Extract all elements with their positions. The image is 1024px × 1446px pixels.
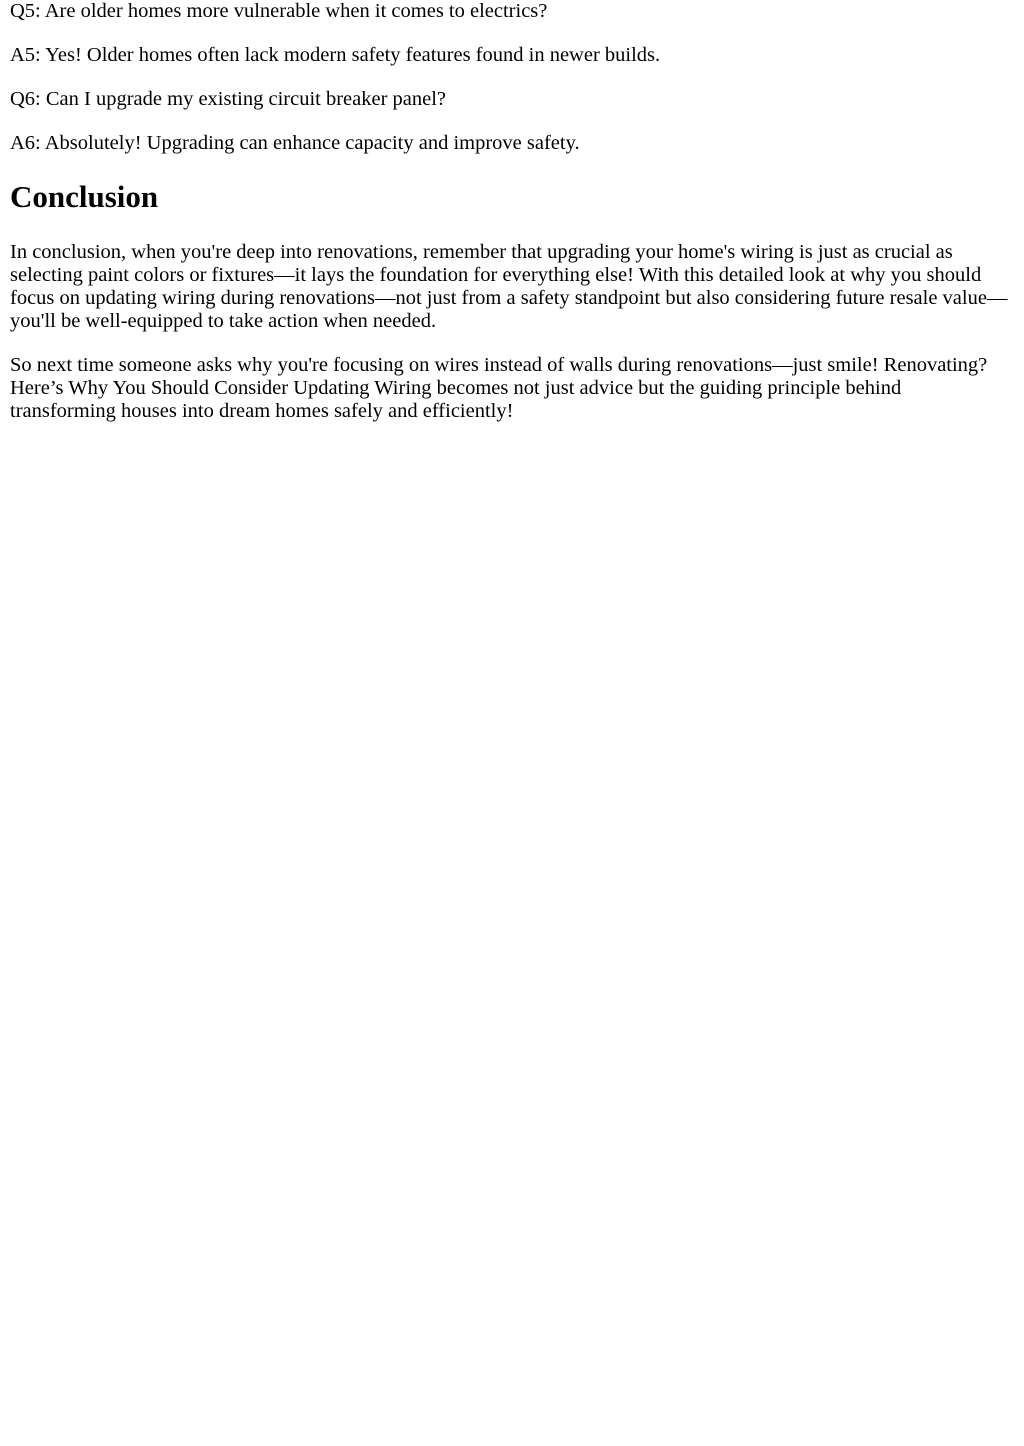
conclusion-paragraph-1: In conclusion, when you're deep into renovations, remember that upgrading your home's wiring is just as crucial as selecting paint colors or fixtures—it lays the foundation for everything else! With this detailed look at why you should focus on updating wiring during renovations—not just from a safety standpoint but also considering future resale value—you'll be well-equipped to take action when needed. [10,241,1008,332]
faq-answer-5: A5: Yes! Older homes often lack modern safety features found in newer builds. [10,44,661,66]
faq-question-5: Q5: Are older homes more vulnerable when it comes to electrics? [10,0,548,22]
conclusion-heading: Conclusion [10,179,159,214]
faq-question-6: Q6: Can I upgrade my existing circuit breaker panel? [10,88,447,110]
conclusion-paragraph-2: So next time someone asks why you're focusing on wires instead of walls during renovations—just smile! Renovating? Here’s Why You Should Consider Updating Wiring becomes not just advice but the guiding principle behind transforming houses into dream homes safely and efficiently! [10,354,988,422]
faq-answer-6: A6: Absolutely! Upgrading can enhance capacity and improve safety. [10,132,580,154]
